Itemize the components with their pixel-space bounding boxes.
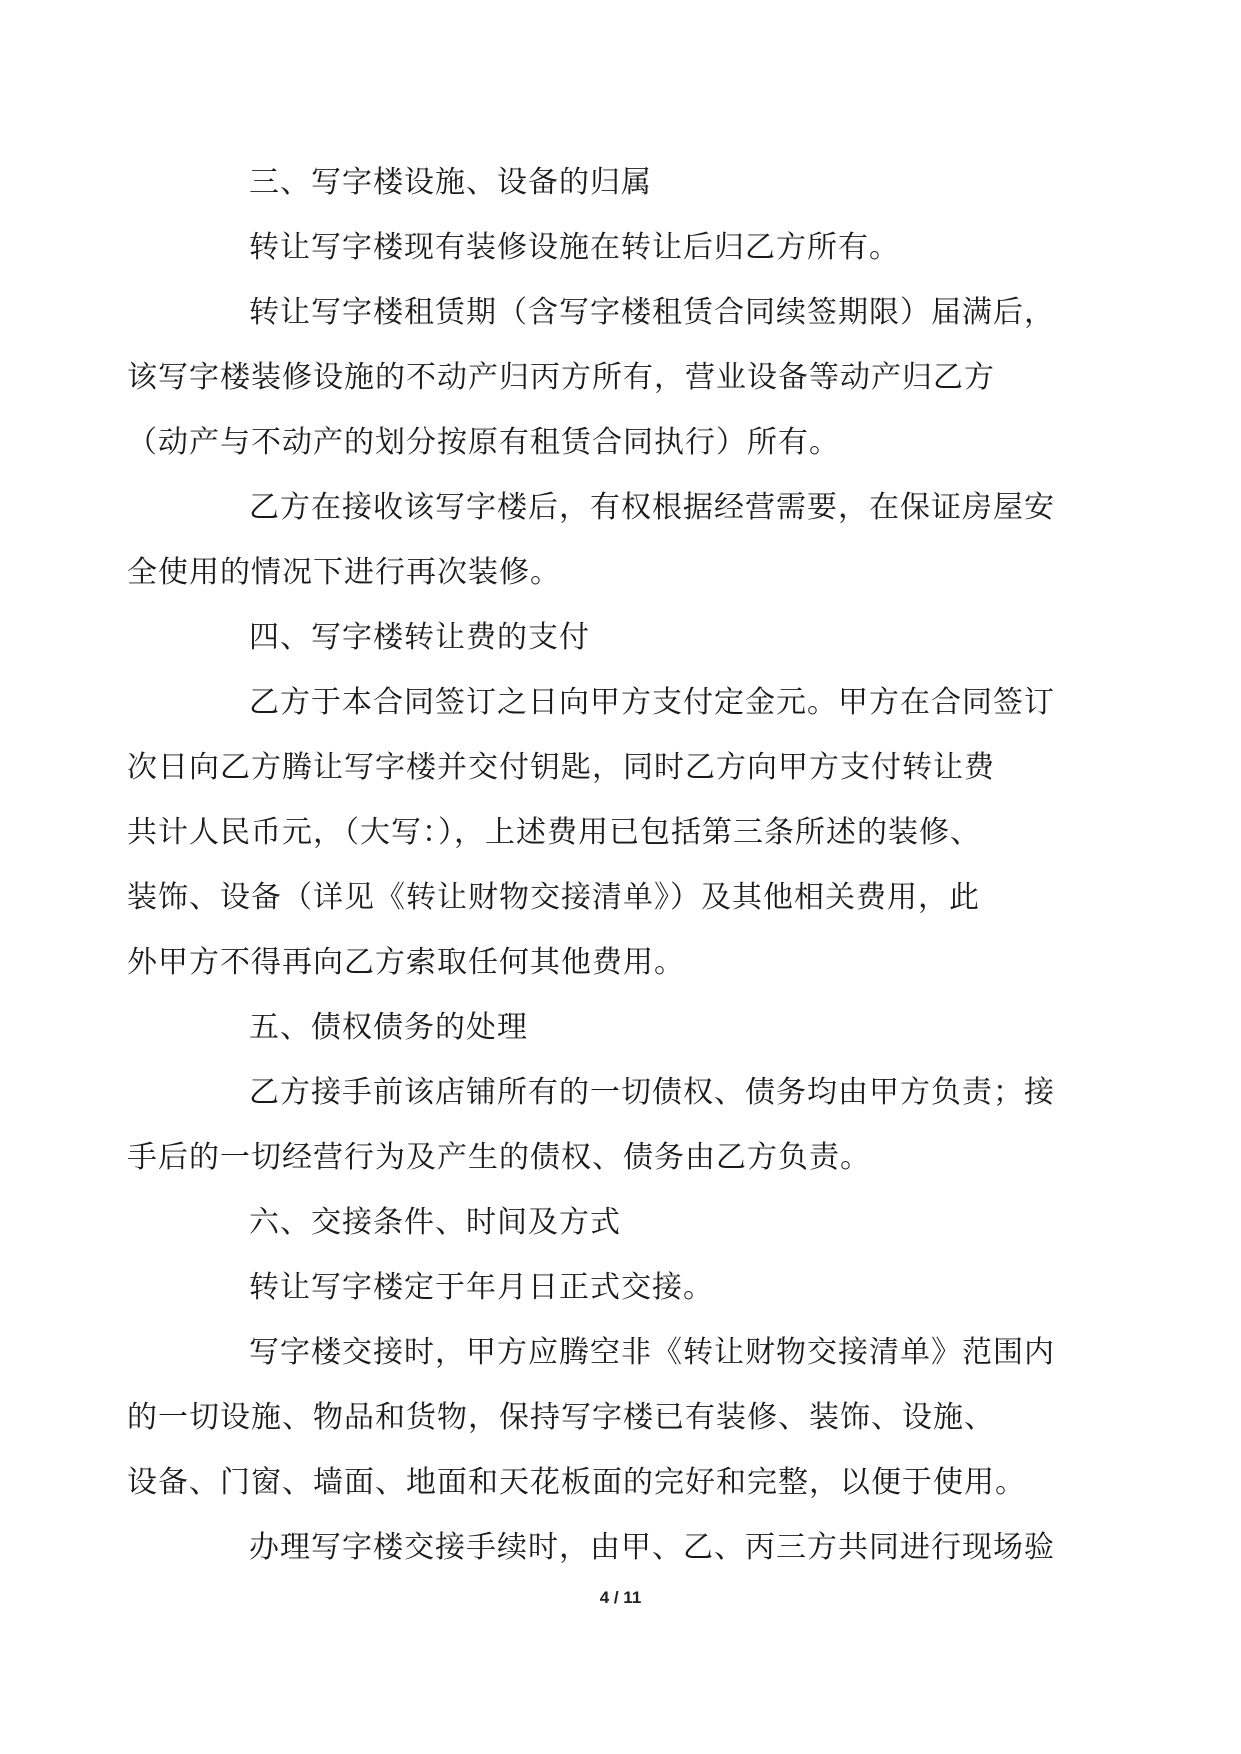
text-line: 转让写字楼租赁期（含写字楼租赁合同续签期限）届满后， [249,295,1055,330]
text-line: 五、债权债务的处理 [249,1010,528,1045]
text-line: 装饰、设备（详见《转让财物交接清单》）及其他相关费用，此 [127,880,980,915]
section-heading [188,1190,1058,1255]
page-number: 4 / 11 [599,1588,642,1607]
text-line: 该写字楼装修设施的不动产归丙方所有，营业设备等动产归乙方 [127,360,995,395]
text-line: 写字楼交接时，甲方应腾空非《转让财物交接清单》范围内 [249,1335,1055,1370]
text-line: 次日向乙方腾让写字楼并交付钥匙，同时乙方向甲方支付转让费 [127,750,995,785]
paragraph [127,670,1058,995]
text-line: 转让写字楼定于年月日正式交接。 [249,1270,714,1305]
text-line: 外甲方不得再向乙方索取任何其他费用。 [127,945,685,980]
document-body [127,150,1058,1580]
text-line: 办理写字楼交接手续时，由甲、乙、丙三方共同进行现场验 [249,1530,1055,1565]
text-line: 手后的一切经营行为及产生的债权、债务由乙方负责。 [127,1140,871,1175]
paragraph [127,280,1058,475]
text-line: 设备、门窗、墙面、地面和天花板面的完好和完整，以便于使用。 [127,1465,1026,1500]
text-line: 全使用的情况下进行再次装修。 [127,555,561,590]
text-line: 乙方在接收该写字楼后，有权根据经营需要，在保证房屋安 [249,490,1055,525]
text-line: 乙方接手前该店铺所有的一切债权、债务均由甲方负责；接 [249,1075,1055,1110]
paragraph [127,1320,1058,1515]
text-line: 共计人民币元，（大写：），上述费用已包括第三条所述的装修、 [127,815,981,850]
paragraph [127,475,1058,605]
text-line: （动产与不动产的划分按原有租赁合同执行）所有。 [127,425,840,460]
paragraph [188,1255,1058,1320]
section-heading [188,995,1058,1060]
text-line: 四、写字楼转让费的支付 [249,620,590,655]
section-heading [188,150,1058,215]
section-heading [188,605,1058,670]
paragraph [188,1515,1058,1580]
paragraph [127,1060,1058,1190]
text-line: 的一切设施、物品和货物，保持写字楼已有装修、装饰、设施、 [127,1400,995,1435]
text-line: 乙方于本合同签订之日向甲方支付定金元。甲方在合同签订 [249,685,1055,720]
paragraph [188,215,1058,280]
text-line: 六、交接条件、时间及方式 [249,1205,621,1240]
text-line: 转让写字楼现有装修设施在转让后归乙方所有。 [249,230,900,265]
text-line: 三、写字楼设施、设备的归属 [249,165,652,200]
